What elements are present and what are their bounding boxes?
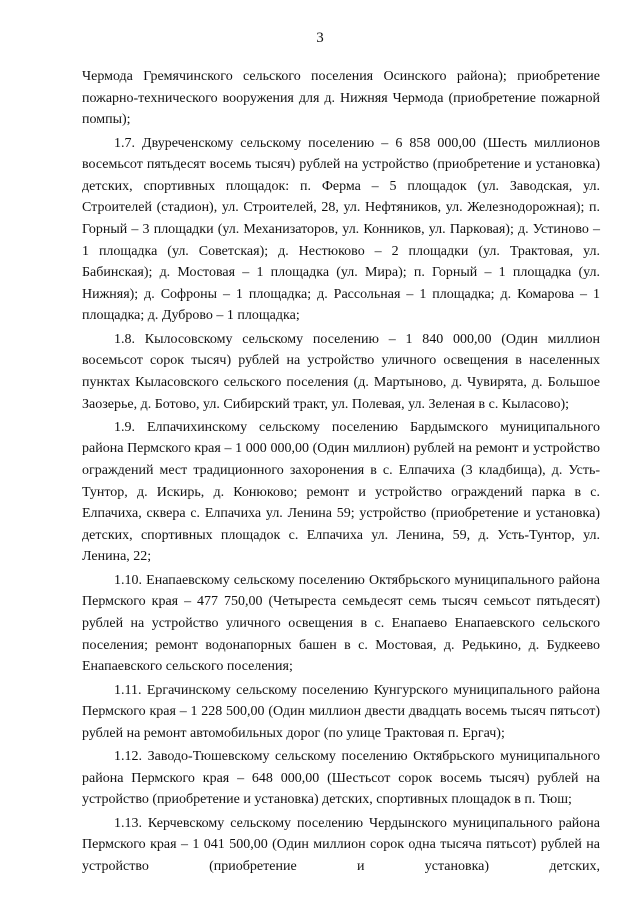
paragraph-1-12: 1.12. Заводо-Тюшевскому сельскому поселению Октябрьского муниципального района Пермского края – 648 000,00 (Шестьсот сорок восемь тысяч) рублей на устройство (приобретение и установка) детских, спортивных площадок в п. Тюш; <box>82 749 600 808</box>
page-number: 3 <box>316 30 324 46</box>
paragraph-1-9: 1.9. Елпачихинскому сельскому поселению Бардымского муниципального района Пермского края – 1 000 000,00 (Один миллион) рублей на ремонт и устройство ограждений мест традиционного захоронения в с. Елпачиха (3 кладбища), д. Усть-Тунтор, д. Искирь, д. Конюково; ремонт и устройство ограждений парка в с. Елпачиха, сквера с. Елпачиха ул. Ленина 59; устройство (приобретение и установка) детских, спортивных площадок с. Елпачиха ул. Ленина, 59, д. Усть-Тунтор, ул. Ленина, 22; <box>82 419 600 565</box>
paragraph-1-11: 1.11. Ергачинскому сельскому поселению Кунгурского муниципального района Пермского края – 1 228 500,00 (Один миллион двести двадцать восемь тысяч пятьсот) рублей на ремонт автомобильных дорог (по улице Трактовая п. Ергач); <box>82 682 600 741</box>
paragraph-1-13: 1.13. Керчевскому сельскому поселению Чердынского муниципального района Пермского края – 1 041 500,00 (Один миллион сорок одна тысяча пятьсот) рублей на устройство (приобретение и установка) детских, <box>82 815 600 874</box>
document-body <box>82 66 600 879</box>
paragraph-1-8: 1.8. Кылосовскому сельскому поселению – 1 840 000,00 (Один миллион восемьсот сорок тысяч) рублей на устройство уличного освещения в населенных пунктах Кыласовского сельского поселения (д. Мартыново, д. Чувирята, д. Большое Заозерье, д. Ботово, ул. Сибирский тракт, ул. Полевая, ул. Зеленая в с. Кыласово); <box>82 331 600 412</box>
paragraph-continuation: Чермода Гремячинского сельского поселения Осинского района); приобретение пожарно-технического вооружения для д. Нижняя Чермода (приобретение пожарной помпы); <box>82 69 600 128</box>
paragraph-1-10: 1.10. Енапаевскому сельскому поселению Октябрьского муниципального района Пермского края – 477 750,00 (Четыреста семьдесят семь тысяч семьсот пятьдесят) рублей на устройство уличного освещения в с. Енапаево Енапаевского сельского поселения; ремонт водонапорных башен в с. Мостовая, д. Редькино, д. Будкеево Енапаевского сельского поселения; <box>82 572 600 675</box>
paragraph-1-7: 1.7. Двуреченскому сельскому поселению – 6 858 000,00 (Шесть миллионов восемьсот пятьдесят восемь тысяч) рублей на устройство (приобретение и установка) детских, спортивных площадок: п. Ферма – 5 площадок (ул. Заводская, ул. Строителей (стадион), ул. Строителей, 28, ул. Нефтяников, ул. Железнодорожная); п. Горный – 3 площадки (ул. Механизаторов, ул. Конников, ул. Парковая); д. Устиново – 1 площадка (ул. Советская); д. Нестюково – 2 площадки (ул. Трактовая, ул. Бабинская); д. Мостовая – 1 площадка (ул. Мира); п. Горный – 1 площадка (ул. Нижняя); д. Софроны – 1 площадка; д. Рассольная – 1 площадка; д. Комарова – 1 площадка; д. Дуброво – 1 площадка; <box>82 135 600 324</box>
